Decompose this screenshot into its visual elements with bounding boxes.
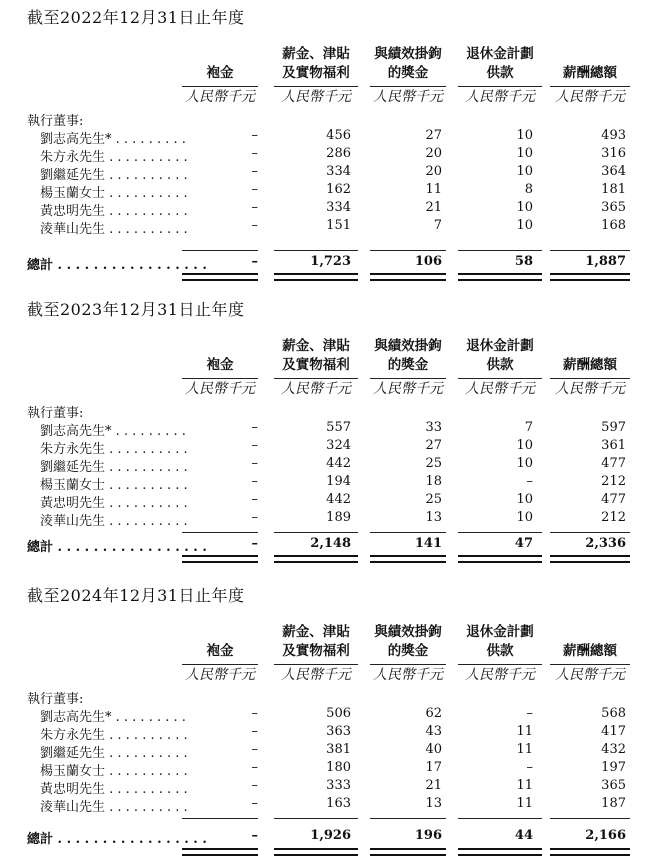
subtotal-rule <box>182 818 258 819</box>
cell-salary: 334 <box>326 164 351 179</box>
cell-retire: – <box>526 706 533 721</box>
cell-bonus: 27 <box>425 438 442 453</box>
director-name: 淩華山先生 . . . . . . . . . . <box>40 222 188 237</box>
unit-label: 人民幣千元 <box>182 86 258 106</box>
cell-bonus: 62 <box>425 706 442 721</box>
director-name: 楊玉蘭女士 . . . . . . . . . . <box>40 764 188 779</box>
col-header-retire: 退休金計劃 供款 <box>466 624 534 659</box>
cell-salary: 189 <box>326 510 351 525</box>
cell-fee: – <box>251 492 258 507</box>
cell-salary: 333 <box>326 778 351 793</box>
total-label: 總計 . . . . . . . . . . . . . . . . . <box>27 258 207 273</box>
total-bonus: 196 <box>414 828 442 843</box>
total-double-rule <box>274 848 358 856</box>
cell-total: 365 <box>601 778 626 793</box>
cell-fee: – <box>251 742 258 757</box>
unit-label: 人民幣千元 <box>182 378 258 398</box>
cell-retire: 11 <box>516 796 533 811</box>
cell-fee: – <box>251 146 258 161</box>
cell-retire: – <box>526 474 533 489</box>
director-name: 淩華山先生 . . . . . . . . . . <box>40 800 188 815</box>
cell-fee: – <box>251 706 258 721</box>
cell-retire: 10 <box>516 218 533 233</box>
cell-fee: – <box>251 200 258 215</box>
total-double-rule <box>182 848 258 856</box>
cell-fee: – <box>251 796 258 811</box>
subtotal-rule <box>458 532 542 533</box>
cell-total: 181 <box>601 182 626 197</box>
director-name: 黃忠明先生 . . . . . . . . . . <box>40 204 188 219</box>
director-name: 劉繼延先生 . . . . . . . . . . <box>40 746 188 761</box>
section-title: 截至2024年12月31日止年度 <box>27 586 245 605</box>
cell-salary: 324 <box>326 438 351 453</box>
cell-salary: 162 <box>326 182 351 197</box>
director-name: 朱方永先生 . . . . . . . . . . <box>40 442 188 457</box>
total-double-rule <box>274 555 358 563</box>
cell-total: 212 <box>601 474 626 489</box>
year-table-2023 <box>0 292 660 580</box>
cell-total: 597 <box>601 420 626 435</box>
cell-fee: – <box>251 724 258 739</box>
director-name: 朱方永先生 . . . . . . . . . . <box>40 728 188 743</box>
cell-bonus: 25 <box>425 456 442 471</box>
total-double-rule <box>370 273 446 281</box>
director-name: 楊玉蘭女士 . . . . . . . . . . <box>40 186 188 201</box>
unit-label: 人民幣千元 <box>458 86 542 106</box>
subtotal-rule <box>370 818 446 819</box>
director-name: 劉繼延先生 . . . . . . . . . . <box>40 168 188 183</box>
unit-label: 人民幣千元 <box>370 664 446 684</box>
cell-bonus: 21 <box>425 778 442 793</box>
total-retire: 44 <box>514 828 533 843</box>
director-name: 劉志高先生* . . . . . . . . . <box>40 424 186 439</box>
cell-salary: 180 <box>326 760 351 775</box>
col-header-pension: 袍金 <box>206 357 234 373</box>
category-label: 執行董事: <box>27 406 84 421</box>
cell-retire: 11 <box>516 724 533 739</box>
unit-label: 人民幣千元 <box>274 86 358 106</box>
cell-total: 432 <box>601 742 626 757</box>
unit-label: 人民幣千元 <box>458 378 542 398</box>
cell-total: 197 <box>601 760 626 775</box>
cell-retire: 7 <box>524 420 533 435</box>
cell-total: 212 <box>601 510 626 525</box>
cell-fee: – <box>251 182 258 197</box>
cell-salary: 163 <box>326 796 351 811</box>
subtotal-rule <box>458 818 542 819</box>
total-double-rule <box>274 273 358 281</box>
total-salary: 2,148 <box>310 536 351 551</box>
category-label: 執行董事: <box>27 114 84 129</box>
total-retire: 47 <box>514 536 533 551</box>
subtotal-rule <box>370 532 446 533</box>
cell-bonus: 20 <box>425 146 442 161</box>
cell-bonus: 40 <box>425 742 442 757</box>
cell-retire: 10 <box>516 128 533 143</box>
total-label: 總計 . . . . . . . . . . . . . . . . . <box>27 832 207 847</box>
col-header-retire: 退休金計劃 供款 <box>466 338 534 373</box>
cell-total: 568 <box>601 706 626 721</box>
cell-retire: 10 <box>516 438 533 453</box>
cell-total: 168 <box>601 218 626 233</box>
cell-total: 316 <box>601 146 626 161</box>
col-header-pension: 袍金 <box>206 65 234 81</box>
cell-fee: – <box>251 510 258 525</box>
director-name: 淩華山先生 . . . . . . . . . . <box>40 514 188 529</box>
col-header-retire: 退休金計劃 供款 <box>466 46 534 81</box>
total-salary: 1,723 <box>310 254 351 269</box>
director-name: 劉繼延先生 . . . . . . . . . . <box>40 460 188 475</box>
cell-salary: 442 <box>326 492 351 507</box>
unit-label: 人民幣千元 <box>182 664 258 684</box>
year-table-2024 <box>0 578 660 866</box>
cell-bonus: 20 <box>425 164 442 179</box>
subtotal-rule <box>182 532 258 533</box>
subtotal-rule <box>274 818 358 819</box>
cell-bonus: 13 <box>425 796 442 811</box>
col-header-bonus: 與績效掛鉤 的獎金 <box>374 46 442 81</box>
cell-bonus: 43 <box>425 724 442 739</box>
total-label: 總計 . . . . . . . . . . . . . . . . . <box>27 540 207 555</box>
cell-salary: 381 <box>326 742 351 757</box>
unit-label: 人民幣千元 <box>274 378 358 398</box>
subtotal-rule <box>550 818 630 819</box>
cell-bonus: 17 <box>425 760 442 775</box>
total-double-rule <box>550 848 630 856</box>
cell-retire: 10 <box>516 164 533 179</box>
unit-label: 人民幣千元 <box>458 664 542 684</box>
unit-label: 人民幣千元 <box>370 378 446 398</box>
cell-retire: 11 <box>516 742 533 757</box>
director-name: 黃忠明先生 . . . . . . . . . . <box>40 496 188 511</box>
cell-bonus: 33 <box>425 420 442 435</box>
total-fee: – <box>251 828 258 843</box>
cell-salary: 456 <box>326 128 351 143</box>
unit-label: 人民幣千元 <box>550 378 630 398</box>
cell-bonus: 27 <box>425 128 442 143</box>
total-double-rule <box>458 555 542 563</box>
cell-bonus: 25 <box>425 492 442 507</box>
cell-total: 364 <box>601 164 626 179</box>
cell-bonus: 18 <box>425 474 442 489</box>
cell-salary: 151 <box>326 218 351 233</box>
col-header-total: 薪酬總額 <box>563 65 617 81</box>
total-total: 1,887 <box>585 254 626 269</box>
cell-bonus: 7 <box>433 218 442 233</box>
cell-fee: – <box>251 778 258 793</box>
cell-fee: – <box>251 218 258 233</box>
total-double-rule <box>458 273 542 281</box>
total-salary: 1,926 <box>310 828 351 843</box>
subtotal-rule <box>550 250 630 251</box>
cell-salary: 334 <box>326 200 351 215</box>
cell-total: 187 <box>601 796 626 811</box>
cell-retire: 10 <box>516 492 533 507</box>
cell-total: 365 <box>601 200 626 215</box>
col-header-total: 薪酬總額 <box>563 643 617 659</box>
cell-total: 477 <box>601 456 626 471</box>
cell-salary: 363 <box>326 724 351 739</box>
cell-fee: – <box>251 456 258 471</box>
cell-salary: 194 <box>326 474 351 489</box>
subtotal-rule <box>458 250 542 251</box>
section-title: 截至2023年12月31日止年度 <box>27 300 245 319</box>
director-name: 朱方永先生 . . . . . . . . . . <box>40 150 188 165</box>
cell-fee: – <box>251 128 258 143</box>
cell-fee: – <box>251 760 258 775</box>
unit-label: 人民幣千元 <box>274 664 358 684</box>
total-bonus: 106 <box>414 254 442 269</box>
col-header-bonus: 與績效掛鉤 的獎金 <box>374 624 442 659</box>
cell-salary: 286 <box>326 146 351 161</box>
cell-bonus: 13 <box>425 510 442 525</box>
cell-total: 493 <box>601 128 626 143</box>
subtotal-rule <box>274 250 358 251</box>
subtotal-rule <box>274 532 358 533</box>
total-bonus: 141 <box>414 536 442 551</box>
total-double-rule <box>370 848 446 856</box>
cell-bonus: 21 <box>425 200 442 215</box>
unit-label: 人民幣千元 <box>550 664 630 684</box>
cell-total: 361 <box>601 438 626 453</box>
cell-total: 477 <box>601 492 626 507</box>
cell-retire: 10 <box>516 510 533 525</box>
cell-retire: 8 <box>524 182 533 197</box>
cell-retire: 10 <box>516 146 533 161</box>
cell-fee: – <box>251 420 258 435</box>
col-header-pension: 袍金 <box>206 643 234 659</box>
total-double-rule <box>182 555 258 563</box>
cell-salary: 557 <box>326 420 351 435</box>
total-total: 2,336 <box>585 536 626 551</box>
total-double-rule <box>550 273 630 281</box>
subtotal-rule <box>550 532 630 533</box>
subtotal-rule <box>182 250 258 251</box>
subtotal-rule <box>370 250 446 251</box>
total-double-rule <box>550 555 630 563</box>
director-name: 黃忠明先生 . . . . . . . . . . <box>40 782 188 797</box>
total-total: 2,166 <box>585 828 626 843</box>
cell-salary: 506 <box>326 706 351 721</box>
col-header-salary: 薪金、津貼 及實物福利 <box>282 46 350 81</box>
col-header-salary: 薪金、津貼 及實物福利 <box>282 624 350 659</box>
col-header-total: 薪酬總額 <box>563 357 617 373</box>
cell-total: 417 <box>601 724 626 739</box>
total-retire: 58 <box>514 254 533 269</box>
cell-bonus: 11 <box>425 182 442 197</box>
director-name: 劉志高先生* . . . . . . . . . <box>40 132 186 147</box>
cell-retire: 11 <box>516 778 533 793</box>
year-table-2022 <box>0 0 660 288</box>
total-double-rule <box>458 848 542 856</box>
total-fee: – <box>251 536 258 551</box>
director-name: 楊玉蘭女士 . . . . . . . . . . <box>40 478 188 493</box>
col-header-salary: 薪金、津貼 及實物福利 <box>282 338 350 373</box>
cell-fee: – <box>251 438 258 453</box>
cell-retire: 10 <box>516 200 533 215</box>
category-label: 執行董事: <box>27 692 84 707</box>
total-double-rule <box>182 273 258 281</box>
unit-label: 人民幣千元 <box>370 86 446 106</box>
cell-retire: 10 <box>516 456 533 471</box>
cell-fee: – <box>251 164 258 179</box>
cell-retire: – <box>526 760 533 775</box>
section-title: 截至2022年12月31日止年度 <box>27 8 245 27</box>
total-double-rule <box>370 555 446 563</box>
cell-salary: 442 <box>326 456 351 471</box>
col-header-bonus: 與績效掛鉤 的獎金 <box>374 338 442 373</box>
total-fee: – <box>251 254 258 269</box>
cell-fee: – <box>251 474 258 489</box>
unit-label: 人民幣千元 <box>550 86 630 106</box>
director-name: 劉志高先生* . . . . . . . . . <box>40 710 186 725</box>
